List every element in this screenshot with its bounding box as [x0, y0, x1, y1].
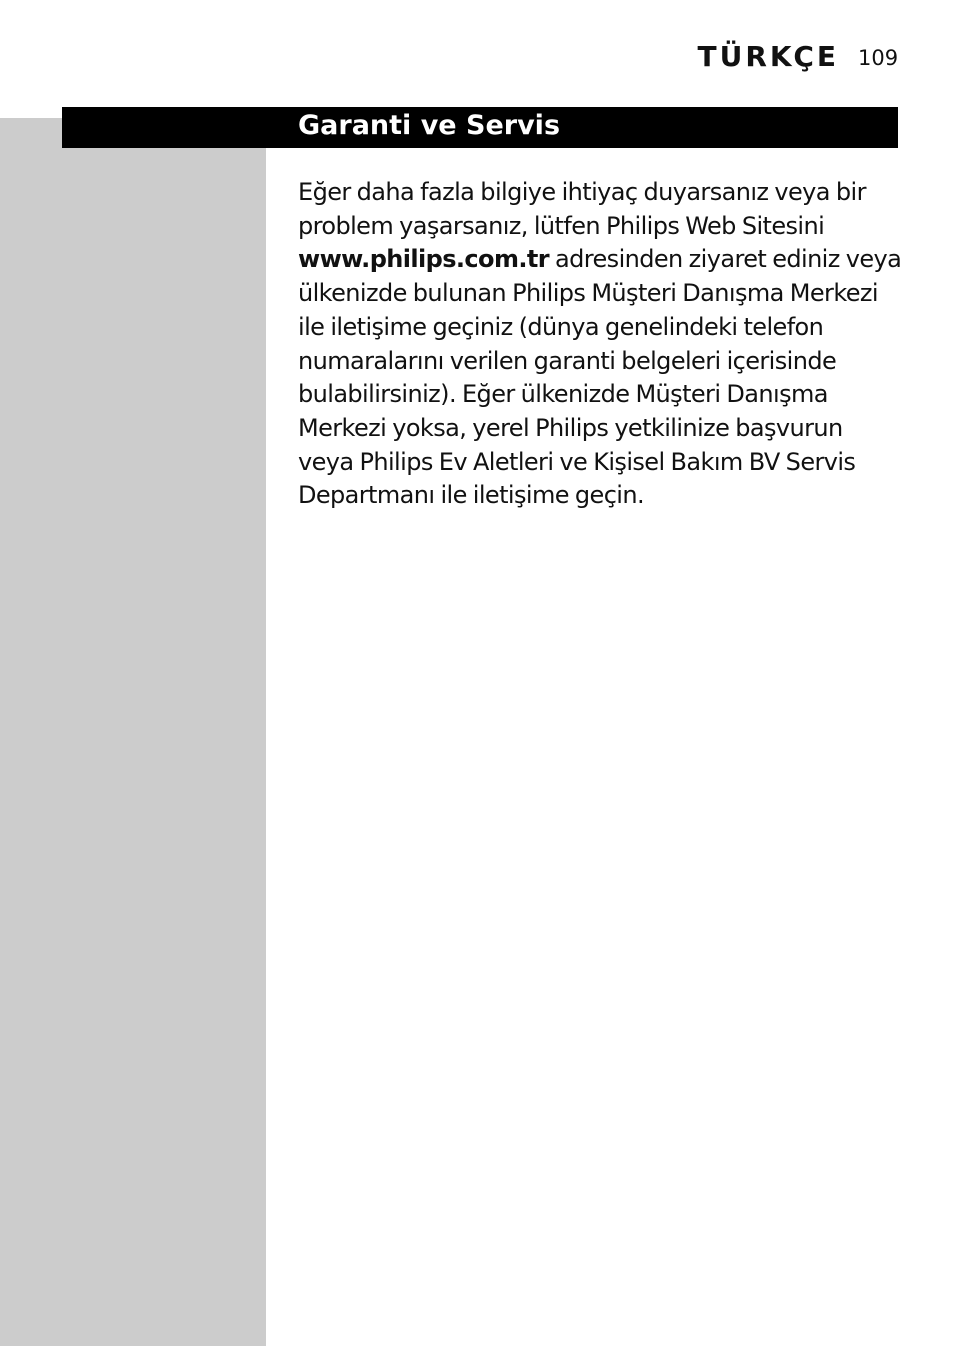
side-panel — [0, 118, 266, 1346]
page-number: 109 — [858, 46, 899, 70]
section-title: Garanti ve Servis — [298, 110, 561, 141]
paragraph-text-after-link: adresinden ziyaret ediniz veya ülkenizde bulunan Philips Müşteri Danışma Merkezi ile iletişime geçiniz (dünya genelindeki telefon numaralarını verilen garanti belgeleri içerisinde bulabilirsiniz). Eğer ülkenizde Müşteri Danışma Merkezi yoksa, yerel Philips yetkilinize başvurun veya Philips Ev Aletleri ve Kişisel Bakım BV Servis Departmanı ile iletişime geçin. — [298, 245, 902, 510]
paragraph-text-before-link: Eğer daha fazla bilgiye ihtiyaç duyarsanız veya bir problem yaşarsanız, lütfen Philips Web Sitesini — [298, 178, 866, 240]
website-link[interactable]: www.philips.com.tr — [298, 245, 549, 274]
body-paragraph — [298, 176, 903, 513]
language-heading: TÜRKÇE — [697, 40, 839, 73]
